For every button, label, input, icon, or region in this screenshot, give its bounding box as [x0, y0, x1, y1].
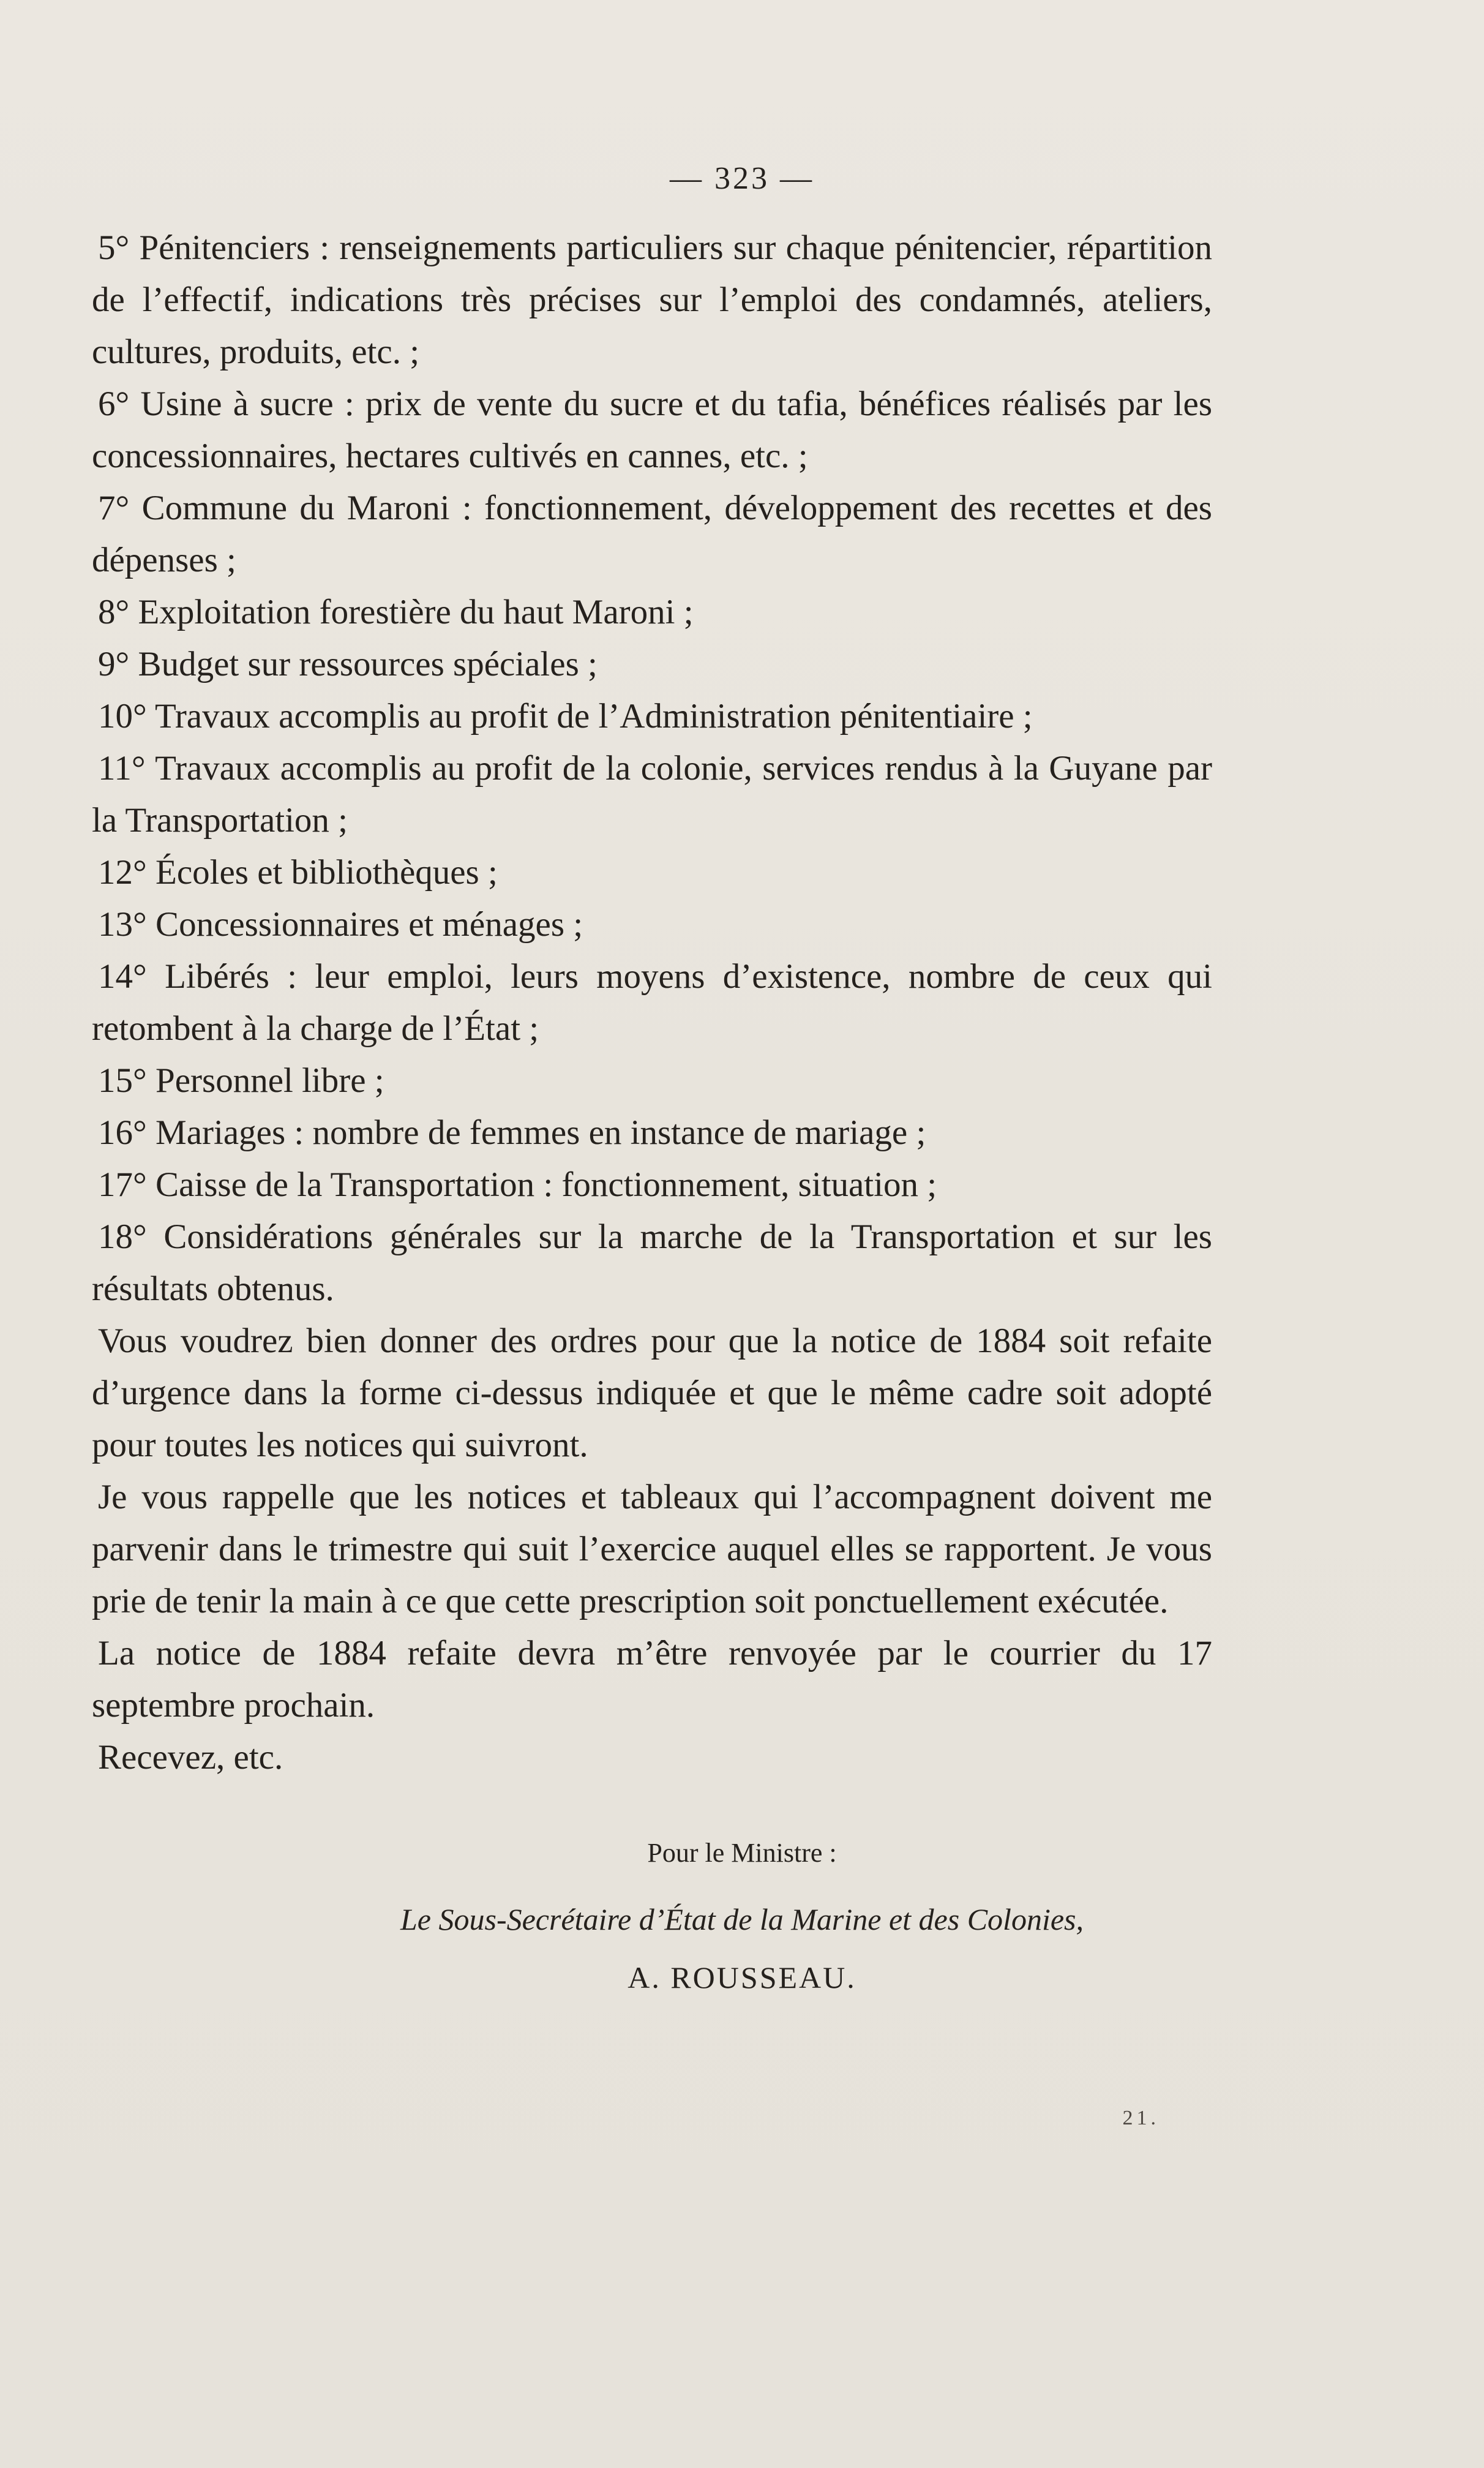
paragraph-return-date: La notice de 1884 refaite devra m’être renvoyée par le courrier du 17 septembre prochain. — [92, 1634, 1212, 1725]
paragraph-9: 9° Budget sur ressources spéciales ; — [98, 645, 598, 683]
paragraph-17: 17° Caisse de la Transportation : fonctionnement, situation ; — [98, 1165, 937, 1204]
page-number: — 323 — — [670, 161, 814, 196]
signature-mark: 21. — [1122, 2107, 1160, 2129]
body-text — [92, 222, 1212, 1783]
signature-name: A. ROUSSEAU. — [628, 1960, 856, 1995]
paragraph-18: 18° Considérations générales sur la marche de la Transportation et sur les résultats obtenus. — [92, 1217, 1212, 1308]
paragraph-13: 13° Concessionnaires et ménages ; — [98, 905, 583, 944]
paragraph-6: 6° Usine à sucre : prix de vente du sucre et du tafia, bénéfices réalisés par les concessionnaires, hectares cultivés en cannes, etc. ; — [92, 385, 1212, 475]
paragraph-closing: Recevez, etc. — [98, 1738, 283, 1777]
paragraph-12: 12° Écoles et bibliothèques ; — [98, 853, 498, 892]
paragraph-reminder: Je vous rappelle que les notices et tableaux qui l’accompagnent doivent me parvenir dans le trimestre qui suit l’exercice auquel elles se rapportent. Je vous prie de tenir la main à ce que cette prescription soit ponctuellement exécutée. — [92, 1478, 1212, 1620]
signature-title: Le Sous-Secrétaire d’État de la Marine et des Colonies, — [400, 1902, 1084, 1936]
paragraph-7: 7° Commune du Maroni : fonctionnement, développement des recettes et des dépenses ; — [92, 489, 1212, 579]
paragraph-15: 15° Personnel libre ; — [98, 1061, 384, 1100]
paragraph-8: 8° Exploitation forestière du haut Maroni ; — [98, 593, 694, 631]
paragraph-10: 10° Travaux accomplis au profit de l’Administration pénitentiaire ; — [98, 697, 1033, 736]
paragraph-5: 5° Pénitenciers : renseignements particuliers sur chaque pénitencier, répartition de l’effectif, indications très précises sur l’emploi des condamnés, ateliers, cultures, produits, etc. ; — [92, 228, 1212, 371]
paragraph-notice-order: Vous voudrez bien donner des ordres pour que la notice de 1884 soit refaite d’urgence dans la forme ci-dessus indiquée et que le même cadre soit adopté pour toutes les notices qui suivront. — [92, 1322, 1212, 1464]
paragraph-16: 16° Mariages : nombre de femmes en instance de mariage ; — [98, 1113, 926, 1152]
signature-for-minister: Pour le Ministre : — [647, 1838, 837, 1868]
paragraph-11: 11° Travaux accomplis au profit de la colonie, services rendus à la Guyane par la Transportation ; — [92, 749, 1212, 840]
paragraph-14: 14° Libérés : leur emploi, leurs moyens d’existence, nombre de ceux qui retombent à la charge de l’État ; — [92, 957, 1212, 1048]
